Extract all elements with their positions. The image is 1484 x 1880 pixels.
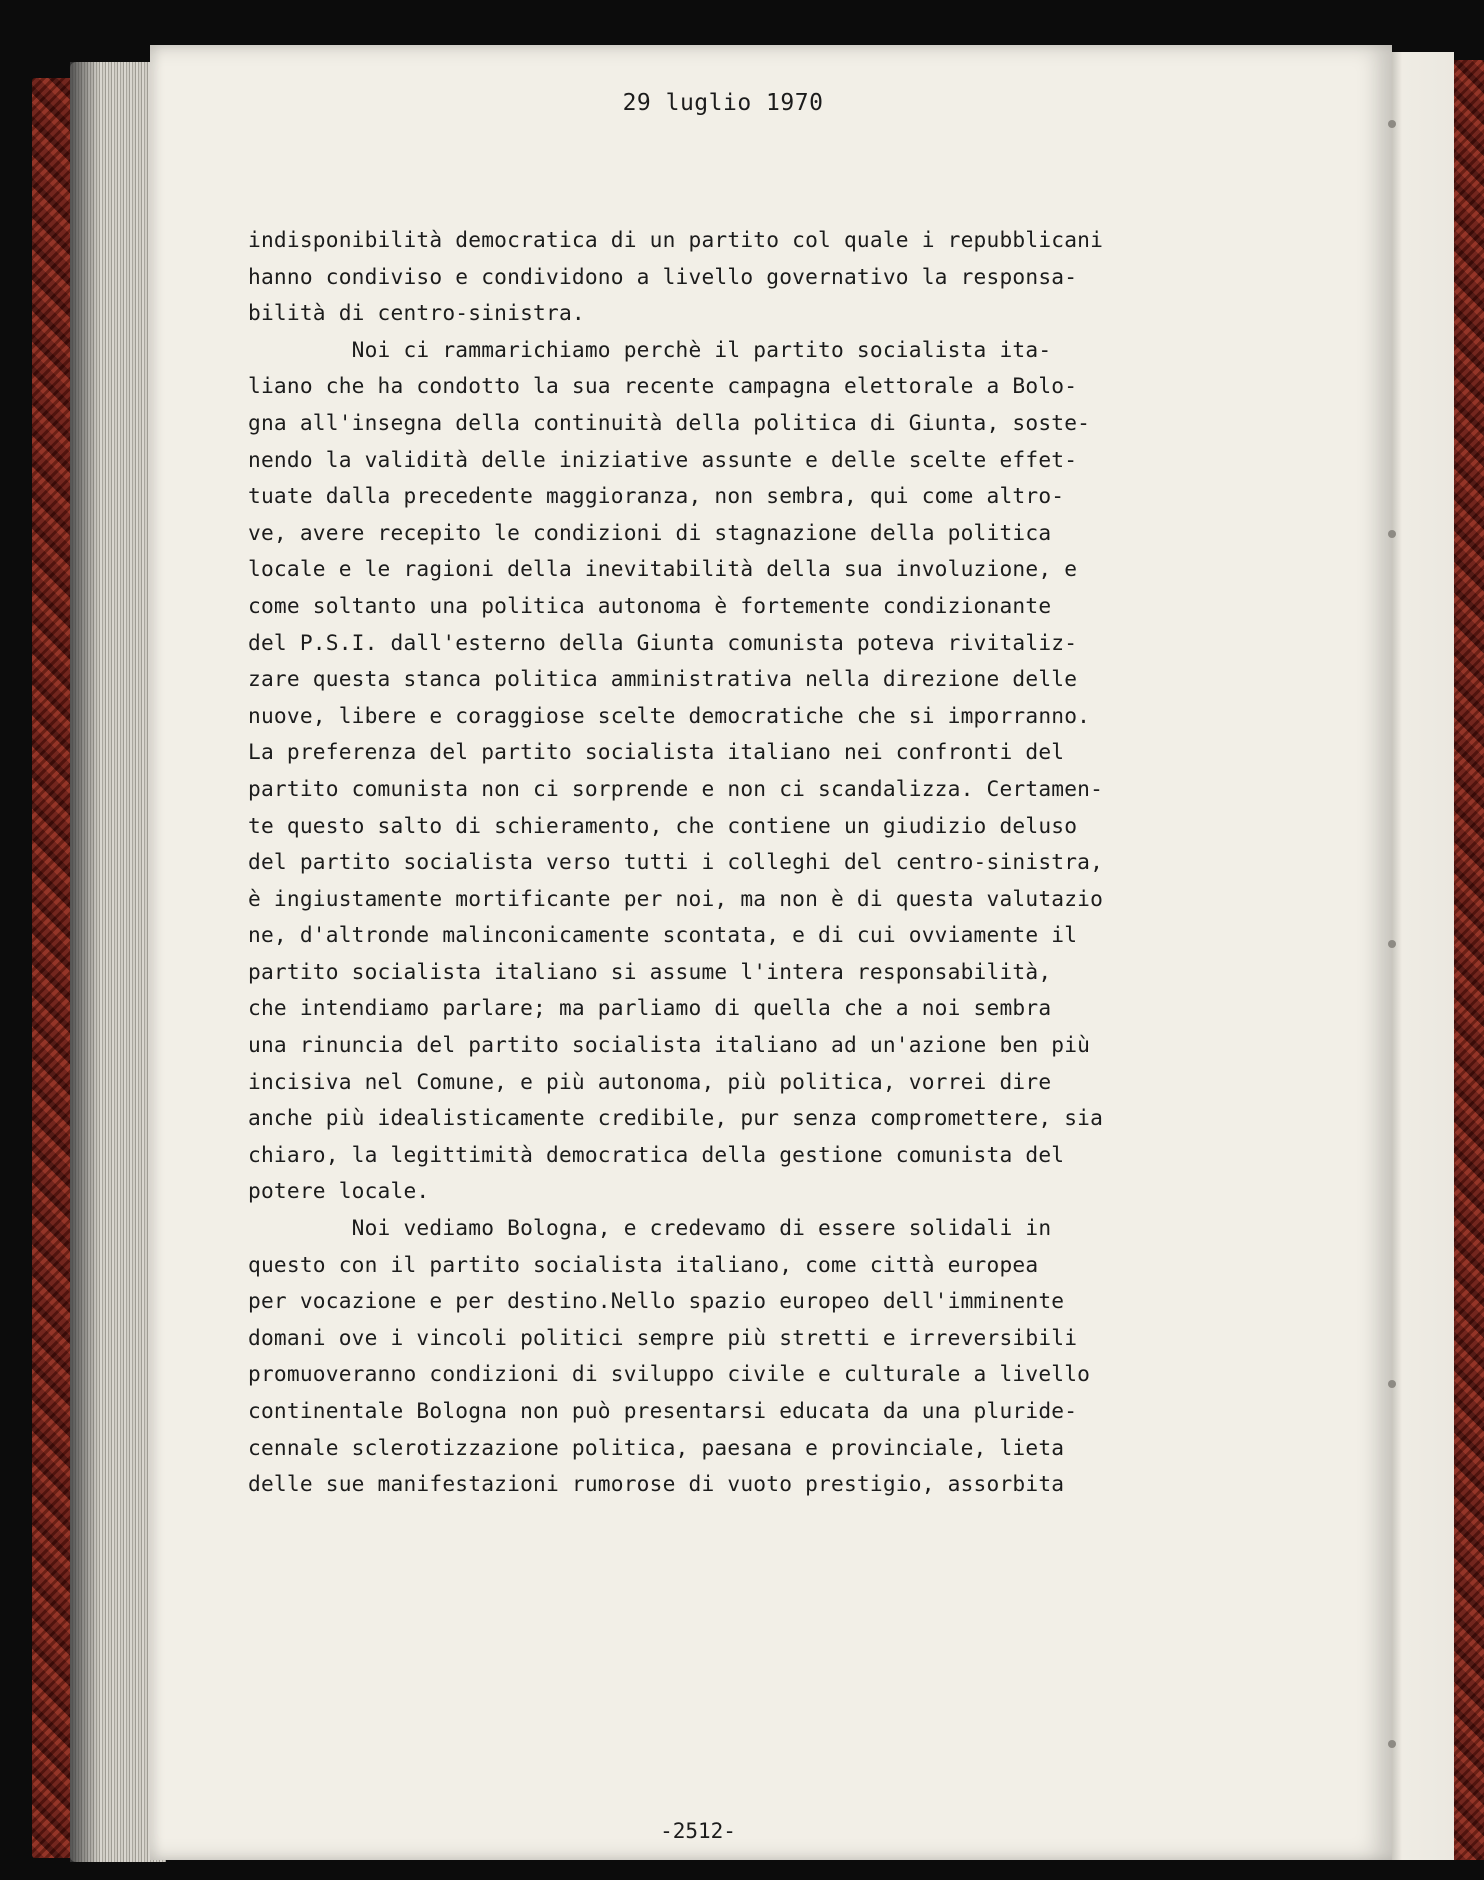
text-line: La preferenza del partito socialista italiano nei confronti del <box>248 739 1065 765</box>
text-line: come soltanto una politica autonoma è fortemente condizionante <box>248 592 1052 618</box>
text-line: domani ove i vincoli politici sempre più stretti e irreversibili <box>248 1324 1078 1350</box>
text-line: del partito socialista verso tutti i colleghi del centro-sinistra, <box>248 849 1104 875</box>
text-line: bilità di centro-sinistra. <box>248 300 585 326</box>
text-line: ve, avere recepito le condizioni di stagnazione della politica <box>248 519 1052 545</box>
typewritten-text <box>248 90 1268 1843</box>
text-line: partito socialista italiano si assume l'intera responsabilità, <box>248 958 1052 984</box>
text-line: questo con il partito socialista italiano, come città europea <box>248 1251 1039 1277</box>
text-line: cennale sclerotizzazione politica, paesana e provinciale, lieta <box>248 1434 1065 1460</box>
text-line: promuoveranno condizioni di sviluppo civile e culturale a livello <box>248 1361 1091 1387</box>
page-number: -2512- <box>660 1819 736 1843</box>
text-line: indisponibilità democratica di un partito col quale i repubblicani <box>248 227 1104 252</box>
text-line: tuate dalla precedente maggioranza, non sembra, qui come altro- <box>248 483 1065 509</box>
text-line: te questo salto di schieramento, che contiene un giudizio deluso <box>248 812 1078 838</box>
text-line: locale e le ragioni della inevitabilità della sua involuzione, e <box>248 556 1078 582</box>
binding-hole <box>1388 1740 1396 1748</box>
text-line: ne, d'altronde malinconicamente scontata, e di cui ovviamente il <box>248 922 1078 948</box>
binding-hole <box>1388 1380 1396 1388</box>
text-line: potere locale. <box>248 1178 430 1204</box>
page-date: 29 luglio 1970 <box>622 90 824 116</box>
binding-hole <box>1388 120 1396 128</box>
text-line: delle sue manifestazioni rumorose di vuoto prestigio, assorbita <box>248 1471 1065 1497</box>
binding-hole <box>1388 530 1396 538</box>
body-text <box>248 222 1268 1503</box>
text-line: Noi ci rammarichiamo perchè il partito socialista ita- <box>248 336 1052 362</box>
text-line: incisiva nel Comune, e più autonoma, più politica, vorrei dire <box>248 1068 1052 1094</box>
text-line: per vocazione e per destino.Nello spazio europeo dell'imminente <box>248 1288 1065 1314</box>
text-line: continentale Bologna non può presentarsi educata da una pluride- <box>248 1398 1078 1423</box>
text-line: è ingiustamente mortificante per noi, ma non è di questa valutazio <box>248 885 1104 911</box>
text-line: del P.S.I. dall'esterno della Giunta comunista poteva rivitaliz- <box>248 629 1078 655</box>
text-line: nuove, libere e coraggiose scelte democratiche che si imporranno. <box>248 702 1091 728</box>
text-line: gna all'insegna della continuità della politica di Giunta, soste- <box>248 409 1091 435</box>
facing-page-edge <box>1392 52 1454 1860</box>
text-line: anche più idealisticamente credibile, pur senza compromettere, sia <box>248 1105 1104 1131</box>
text-line: partito comunista non ci sorprende e non ci scandalizza. Certamen- <box>248 775 1104 801</box>
text-line: chiaro, la legittimità democratica della gestione comunista del <box>248 1141 1065 1167</box>
text-line: liano che ha condotto la sua recente campagna elettorale a Bolo- <box>248 373 1078 399</box>
binding-hole <box>1388 940 1396 948</box>
text-line: nendo la validità delle iniziative assunte e delle scelte effet- <box>248 446 1078 472</box>
book-cover-right <box>1454 60 1484 1860</box>
text-line: una rinuncia del partito socialista italiano ad un'azione ben più <box>248 1032 1091 1058</box>
text-line: zare questa stanca politica amministrativa nella direzione delle <box>248 666 1078 692</box>
text-line: che intendiamo parlare; ma parliamo di quella che a noi sembra <box>248 995 1052 1021</box>
text-line: hanno condiviso e condividono a livello governativo la responsa- <box>248 263 1078 289</box>
text-line: Noi vediamo Bologna, e credevamo di essere solidali in <box>248 1215 1052 1241</box>
